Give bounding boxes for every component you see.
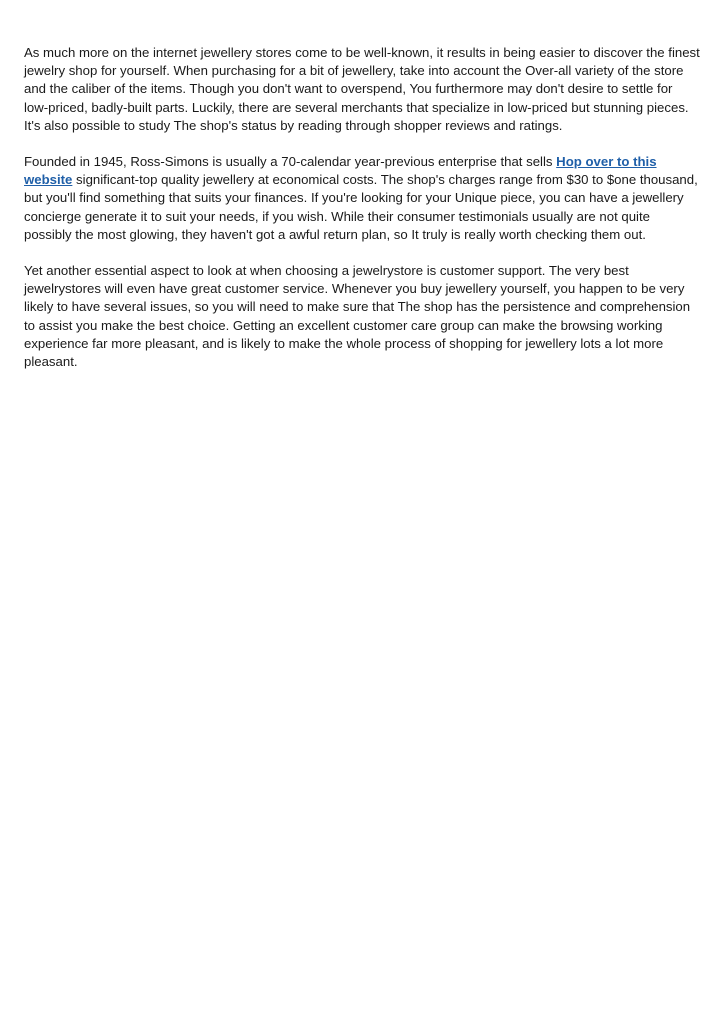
hop-over-link[interactable]: Hop over to this website xyxy=(24,154,657,188)
paragraph-2-lead: Founded in 1945, Ross-Simons is usually a 70-calendar year-previous enterprise that sells xyxy=(24,154,557,170)
paragraph-3: Yet another essential aspect to look at when choosing a jewelrystore is customer support. The very best jewelrystores will even have great customer service. Whenever you buy jewellery yourself, you happen to be very likely to have several issues, so you will need to make sure that The shop has the persistence and comprehension to assist you make the best choice. Getting an excellent customer care group can make the browsing working experience far more pleasant, and is likely to make the whole process of shopping for jewellery lots a lot more pleasant. xyxy=(24,263,691,370)
paragraph-1: As much more on the internet jewellery stores come to be well-known, it results in being easier to discover the finest jewelry shop for yourself. When purchasing for a bit of jewellery, take into account the Over-all variety of the store and the caliber of the items. Though you don't want to overspend, You furthermore may don't desire to settle for low-priced, badly-built parts. Luckily, there are several merchants that specialize in low-priced but stunning pieces. It's also possible to study The shop's status by reading through shopper reviews and ratings. xyxy=(24,45,700,133)
document-body xyxy=(24,44,700,389)
paragraph-2 xyxy=(24,153,700,244)
paragraph-2-rest: significant-top quality jewellery at economical costs. The shop's charges range from $30 to $one thousand, but you'll find something that suits your finances. If you're looking for your Unique piece, you can have a jewellery concierge generate it to suit your needs, if you wish. While their consumer testimonials usually are not quite possibly the most glowing, they haven't got a awful return plan, so It truly is really worth checking them out. xyxy=(24,172,698,242)
